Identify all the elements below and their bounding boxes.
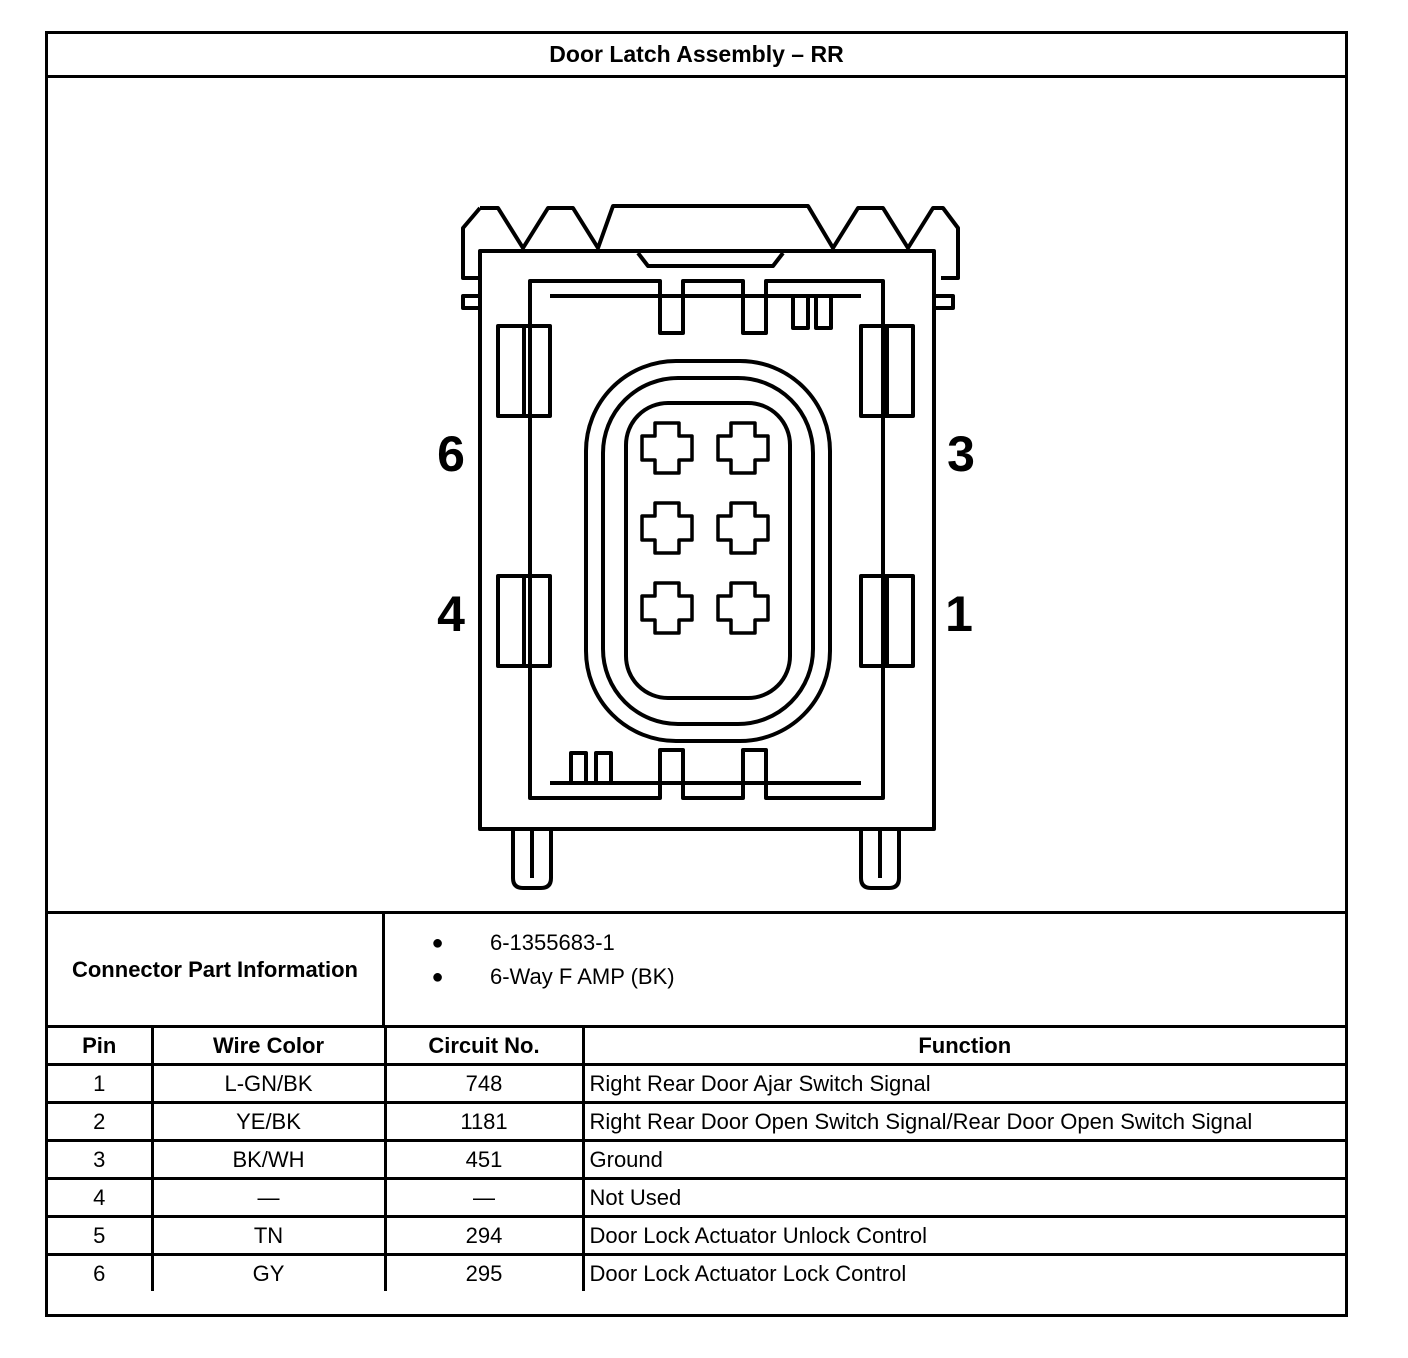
cell-wire-color: TN <box>152 1217 385 1255</box>
bullet-icon: ● <box>431 965 444 988</box>
cell-function: Right Rear Door Open Switch Signal/Rear Door Open Switch Signal <box>583 1103 1345 1141</box>
header-circuit-no: Circuit No. <box>385 1028 583 1065</box>
connector-seal-inner <box>626 403 790 698</box>
cell-circuit-no: 748 <box>385 1065 583 1103</box>
cell-pin: 1 <box>48 1065 152 1103</box>
pin-label-4: 4 <box>437 586 465 642</box>
connector-top-ramp <box>638 253 783 266</box>
cavity-2 <box>718 503 768 553</box>
header-wire-color: Wire Color <box>152 1028 385 1065</box>
cell-function: Door Lock Actuator Lock Control <box>583 1255 1345 1292</box>
cell-circuit-no: 294 <box>385 1217 583 1255</box>
cell-function: Right Rear Door Ajar Switch Signal <box>583 1065 1345 1103</box>
table-row <box>48 1255 1345 1292</box>
part-info-item <box>385 960 1345 994</box>
cell-pin: 6 <box>48 1255 152 1292</box>
table-row <box>48 1103 1345 1141</box>
cell-pin: 5 <box>48 1217 152 1255</box>
connector-face-drawing <box>48 78 1345 911</box>
connector-right-ear <box>934 296 953 308</box>
cell-wire-color: GY <box>152 1255 385 1292</box>
cell-wire-color: — <box>152 1179 385 1217</box>
cell-pin: 4 <box>48 1179 152 1217</box>
table-header-row <box>48 1028 1345 1065</box>
connector-seal-outer <box>586 361 830 741</box>
table-row <box>48 1217 1345 1255</box>
connector-diagram-area <box>48 78 1345 911</box>
cell-pin: 3 <box>48 1141 152 1179</box>
connector-bottom-tabs <box>571 753 611 783</box>
table-row <box>48 1141 1345 1179</box>
part-info-item <box>385 926 1345 960</box>
header-pin: Pin <box>48 1028 152 1065</box>
cell-pin: 2 <box>48 1103 152 1141</box>
connector-top-tabs <box>793 296 831 328</box>
cell-function: Door Lock Actuator Unlock Control <box>583 1217 1345 1255</box>
bullet-icon: ● <box>431 931 444 954</box>
connector-left-ear <box>463 296 480 308</box>
cavity-3 <box>718 423 768 473</box>
diagram-title: Door Latch Assembly – RR <box>48 34 1345 78</box>
cavity-4 <box>642 583 692 633</box>
pin-label-6: 6 <box>437 426 465 482</box>
table-row <box>48 1179 1345 1217</box>
pinout-sheet <box>45 31 1348 1317</box>
header-function: Function <box>583 1028 1345 1065</box>
cell-wire-color: L-GN/BK <box>152 1065 385 1103</box>
cell-circuit-no: 451 <box>385 1141 583 1179</box>
cell-circuit-no: 1181 <box>385 1103 583 1141</box>
pin-label-1: 1 <box>945 586 973 642</box>
part-info-label: Connector Part Information <box>48 914 385 1025</box>
cavity-1 <box>718 583 768 633</box>
cell-circuit-no: — <box>385 1179 583 1217</box>
part-number: 6-1355683-1 <box>490 930 615 955</box>
pin-label-3: 3 <box>947 426 975 482</box>
cell-circuit-no: 295 <box>385 1255 583 1292</box>
cell-function: Not Used <box>583 1179 1345 1217</box>
cavity-6 <box>642 423 692 473</box>
part-info-list <box>385 914 1345 1037</box>
connector-description: 6-Way F AMP (BK) <box>490 964 675 989</box>
connector-seal-middle <box>603 378 813 724</box>
cell-wire-color: BK/WH <box>152 1141 385 1179</box>
connector-part-info <box>48 911 1345 1028</box>
table-row <box>48 1065 1345 1103</box>
cell-wire-color: YE/BK <box>152 1103 385 1141</box>
cavity-5 <box>642 503 692 553</box>
pin-cavities <box>642 423 768 633</box>
pinout-table <box>48 1028 1345 1291</box>
cell-function: Ground <box>583 1141 1345 1179</box>
